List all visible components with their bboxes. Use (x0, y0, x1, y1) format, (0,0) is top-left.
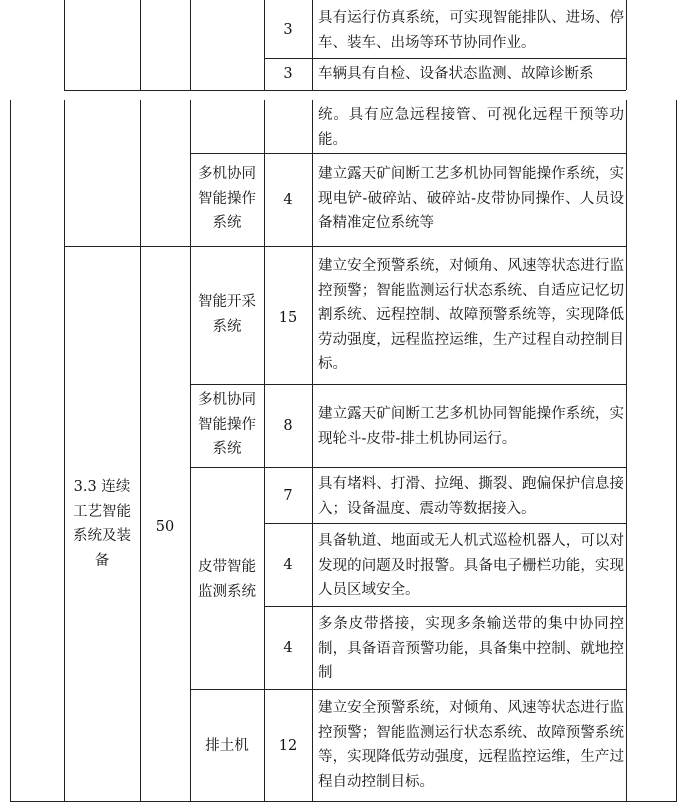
belt-subitem: 皮带智能监测系统 (198, 559, 256, 600)
top-row-divider (264, 58, 626, 59)
belt-content-3: 多条皮带搭接，实现多条输送带的集中协同控制，具备语音预警功能，具备集中控制、就地控制 (318, 616, 624, 681)
row-line-belt-1 (264, 523, 626, 524)
belt-score-2: 4 (283, 557, 293, 573)
paituji-subitem: 排土机 (205, 738, 249, 754)
belt-score-3: 4 (283, 640, 293, 656)
main-border-left (10, 100, 11, 802)
main-border-col7 (626, 100, 627, 802)
section-total: 50 (155, 519, 175, 535)
main-border-right (676, 100, 677, 802)
row-line-section-top (64, 246, 626, 247)
paituji-content: 建立安全预警系统，对倾角、风速等状态进行监控预警；智能监测运行状态系统、故障预警系统等，实现降低劳动强度，远程监控运维，生产过程自动控制目标。 (318, 700, 624, 790)
kaicai-subitem: 智能开采系统 (198, 294, 256, 335)
top-row-1-content: 具有运行仿真系统，可实现智能排队、进场、停车、装车、出场等环节协同作业。 (318, 10, 624, 51)
main-border-col2 (64, 100, 65, 802)
row-line-kaicai (190, 384, 626, 385)
kaicai-content: 建立安全预警系统，对倾角、风速等状态进行监控预警；智能监测运行状态系统、自适应记忆切割系统、远程控制、故障预警系统等，实现降低劳动强度，远程监控运维，生产过程自动控制目标。 (318, 258, 624, 372)
row-line-belt-2 (264, 606, 626, 607)
belt-content-1: 具有堵料、打滑、拉绳、撕裂、跑偏保护信息接入；设备温度、震动等数据接入。 (318, 476, 624, 517)
multi2-content: 建立露天矿间断工艺多机协同智能操作系统，实现轮斗-皮带-排土机协同运行。 (318, 406, 624, 447)
top-border-col3 (190, 0, 191, 90)
section-name: 3.3 连续工艺智能系统及装备 (73, 479, 131, 569)
multi1-content: 建立露天矿间断工艺多机协同智能操作系统，实现电铲-破碎站、破碎站-皮带协同操作、人员设备精准定位系统等 (318, 166, 624, 231)
top-row-2-score: 3 (283, 66, 293, 82)
multi1-subitem: 多机协同智能操作系统 (198, 166, 256, 231)
top-border-left (64, 0, 65, 90)
main-border-col4 (190, 100, 191, 802)
top-row-2-content: 车辆具有自检、设备状态监测、故障诊断系 (318, 66, 594, 82)
paituji-score: 12 (278, 738, 298, 754)
main-border-col6 (312, 100, 313, 802)
multi2-subitem: 多机协同智能操作系统 (198, 392, 256, 457)
kaicai-score: 15 (278, 310, 298, 326)
top-border-col5 (312, 0, 313, 90)
multi1-score: 4 (283, 192, 293, 208)
top-row-1-score: 3 (283, 22, 293, 38)
row-line-continuation (190, 153, 626, 154)
top-border-col2 (140, 0, 141, 90)
row-line-belt-3 (190, 689, 626, 690)
main-border-col3 (140, 100, 141, 802)
row-line-multi2 (190, 467, 626, 468)
top-fragment-bottom (64, 90, 626, 91)
belt-score-1: 7 (283, 488, 293, 504)
top-border-col6 (626, 0, 627, 90)
belt-content-2: 具备轨道、地面或无人机式巡检机器人，可以对发现的问题及时报警。具备电子栅栏功能，实现人员区域安全。 (318, 533, 624, 598)
multi2-score: 8 (283, 418, 293, 434)
continuation-content: 统。具有应急远程接管、可视化远程干预等功能。 (318, 107, 624, 148)
